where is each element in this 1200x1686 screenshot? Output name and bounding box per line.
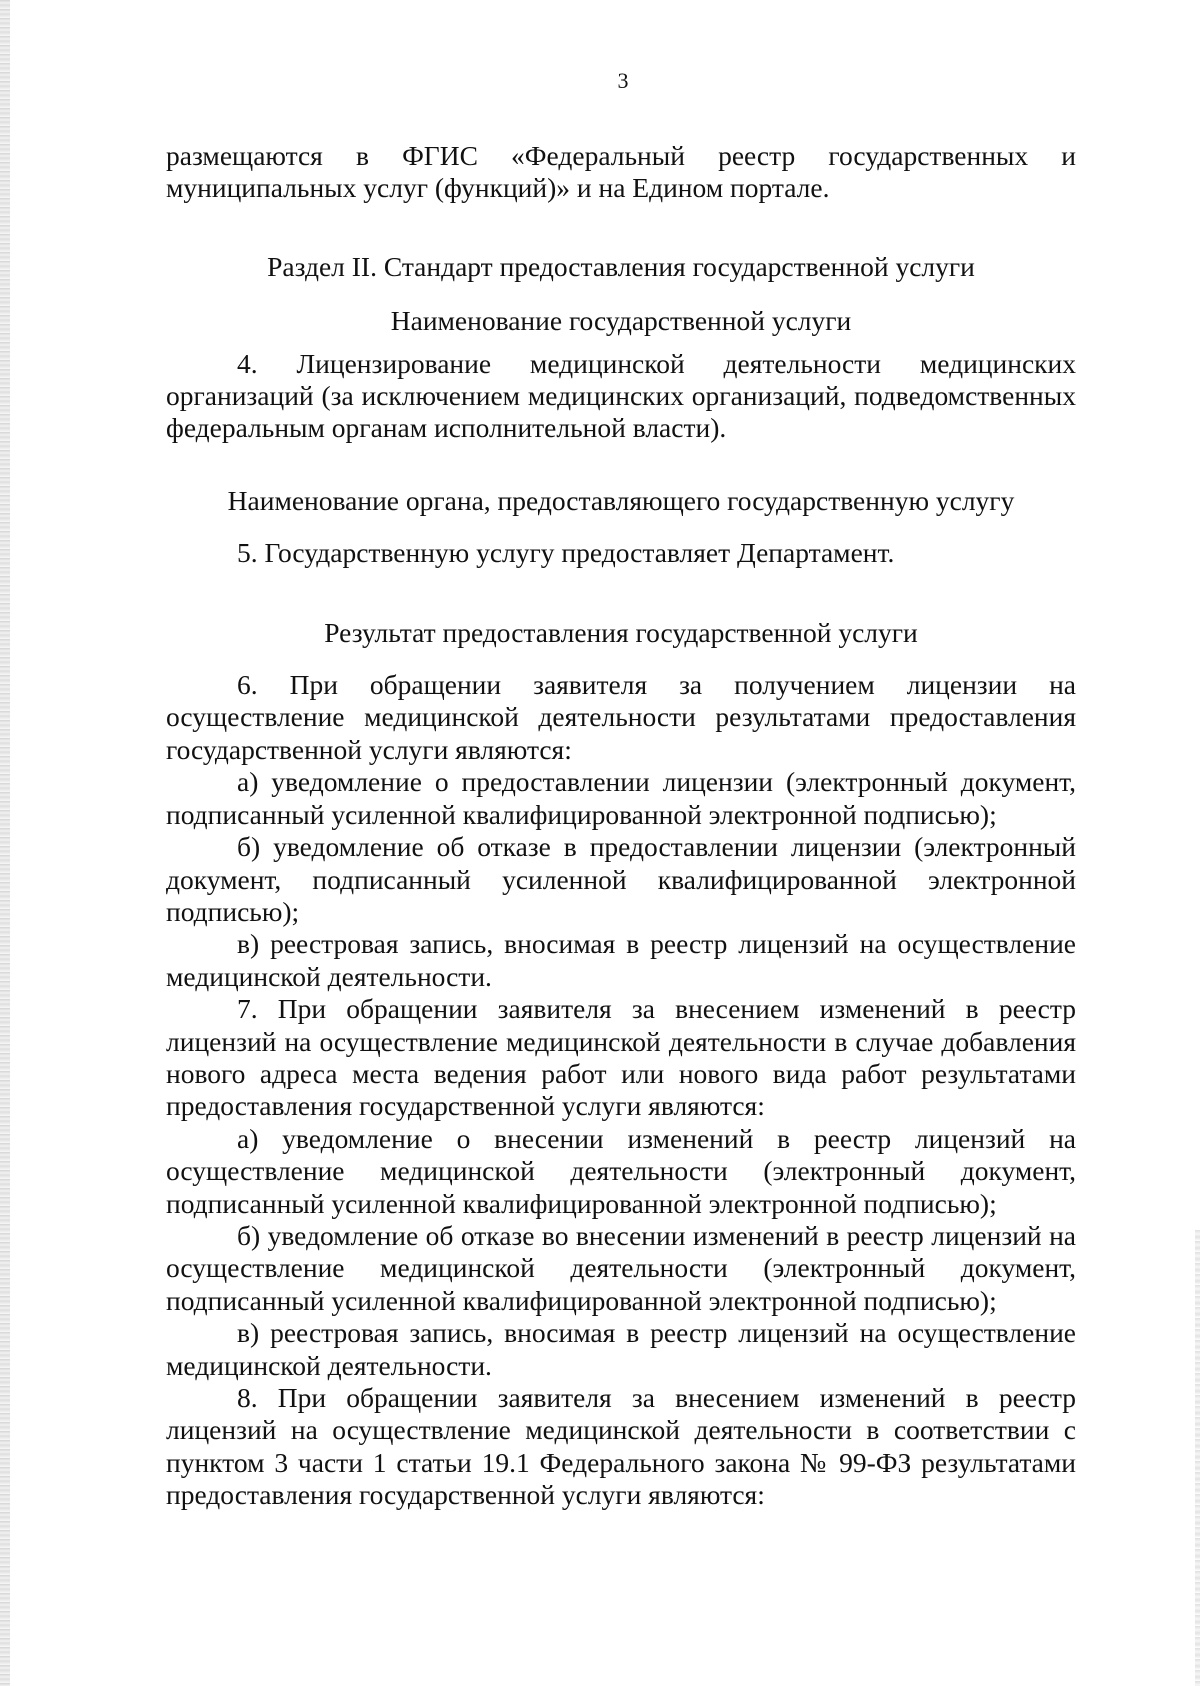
result-heading: Результат предоставления государственной услуги	[324, 616, 918, 648]
paragraph-6a: а) уведомление о предоставлении лицензии (электронный документ, подписанный усиленной квалифицированной электронной подписью);	[166, 766, 1076, 830]
paragraph-7c: в) реестровая запись, вносимая в реестр лицензий на осуществление медицинской деятельности.	[166, 1317, 1076, 1381]
paragraph-4: 4. Лицензирование медицинской деятельности медицинских организаций (за исключением медицинских организаций, подведомственных федеральным органам исполнительной власти).	[166, 347, 1076, 444]
paragraph-7: 7. При обращении заявителя за внесением изменений в реестр лицензий на осуществление медицинской деятельности в случае добавления нового адреса места ведения работ или нового вида работ результатами предоставления государственной услуги являются:	[166, 993, 1076, 1122]
paragraph-7a: а) уведомление о внесении изменений в реестр лицензий на осуществление медицинской деятельности (электронный документ, подписанный усиленной квалифицированной электронной подписью);	[166, 1122, 1076, 1219]
paragraph-6: 6. При обращении заявителя за получением лицензии на осуществление медицинской деятельности результатами предоставления государственной услуги являются:	[166, 669, 1076, 765]
paragraph-5: 5. Государственную услугу предоставляет Департамент.	[237, 537, 895, 569]
scan-edge-left	[0, 0, 10, 1686]
scan-edge-right	[1195, 1230, 1200, 1686]
organ-heading: Наименование органа, предоставляющего государственную услугу	[227, 484, 1015, 516]
paragraph-6b: б) уведомление об отказе в предоставлении лицензии (электронный документ, подписанный усиленной квалифицированной электронной подписью);	[166, 831, 1076, 927]
paragraph-6c: в) реестровая запись, вносимая в реестр лицензий на осуществление медицинской деятельности.	[166, 928, 1076, 992]
section-heading: Раздел II. Стандарт предоставления государственной услуги	[267, 250, 975, 282]
paragraph-7b: б) уведомление об отказе во внесении изменений в реестр лицензий на осуществление медицинской деятельности (электронный документ, подписанный усиленной квалифицированной электронной подписью);	[166, 1219, 1076, 1316]
service-name-heading: Наименование государственной услуги	[390, 305, 852, 337]
document-body	[166, 140, 1076, 1512]
intro-paragraph: размещаются в ФГИС «Федеральный реестр государственных и муниципальных услуг (функций)» и на Едином портале.	[166, 140, 1076, 204]
paragraph-8: 8. При обращении заявителя за внесением изменений в реестр лицензий на осуществление медицинской деятельности в соответствии с пунктом 3 части 1 статьи 19.1 Федерального закона № 99-ФЗ результатами предоставления государственной услуги являются:	[166, 1382, 1076, 1511]
page-number: 3	[617, 68, 629, 93]
